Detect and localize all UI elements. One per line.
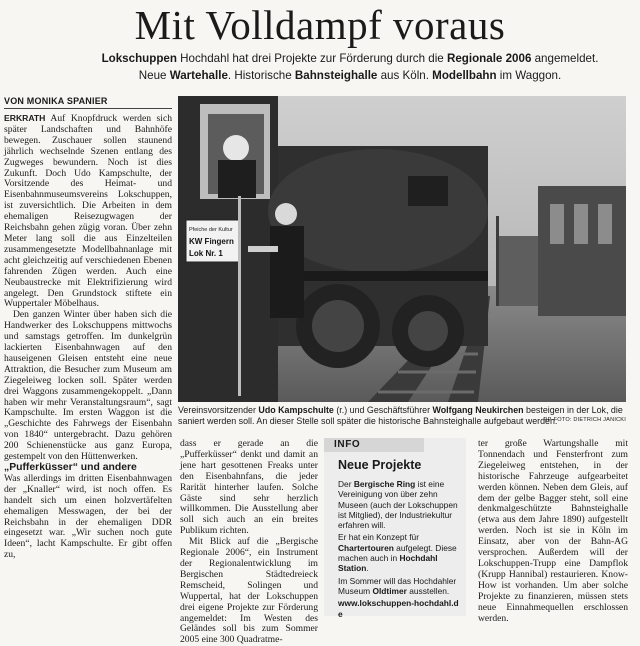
column-3: [478, 439, 628, 624]
paragraph-6: ter große Wartungshalle mit Tonnendach und Fensterfront zum Ziegeleiweg entstehen, in der historische Fahrzeuge aufgearbeitet werden können. Neben dem Gleis, auf dem der gelbe Bagger steht, soll eine denkmalgeschützte Bahnsteighalle (etwa aus dem Jahre 1890) aufgestellt werden. Noch ist sie in Köln im Einsatz, aber von der Bahn-AG versprochen. Außerdem will der Lokschuppen-Trupp eine Dampflok (Krupp Hannibal) restaurieren. Know-How ist vorhanden. Um aber solche Projekte zu finanzieren, müssen stets neue Einnahmequellen erschlossen werden.: [478, 438, 628, 624]
info-paragraph-1: Der Bergische Ring ist eine Vereinigung von über zehn Museen (auch der Lokschuppen ist Mitglied), der Industriekultur erfahren will.: [338, 479, 458, 531]
info-url[interactable]: www.lokschuppen-hochdahl.de: [338, 598, 459, 619]
paragraph-2: Den ganzen Winter über haben sich die Handwerker des Lokschuppens mittwochs und samstags getroffen. Im dunkelgrün lackierten Eisenbahnwagen auf den hauseigenen Gleisen entsteht eine neue Attraktion, die Besucher zum Museum am Ziegeleiweg locken soll. Später werden drei Waggons zusammengekoppelt. „Dann haben wir mehr Veranstaltungsraum“, sagt Kampschulte. Im ersten Waggon ist die „Geschichte des Fahrwegs der Eisenbahn von 1840“ untergebracht. Dazu gehören 200 Schienenstücke aus ganz Europa, gestempelt von den Hüttenwerken.: [4, 309, 172, 463]
paragraph-1: ERKRATH Auf Knopfdruck werden sich später Landschaften und Bahnhöfe bewegen. Zuschauer sollen staunend jährlich wechselnde Szenen entlang des Zugweges bewundern. Noch ist dies Zukunft. Doch Udo Kampschulte, der Vorsitzende des Heimat- und Eisenbahnmuseumsvereins Lokschuppen, ist zuversichtlich. Die Arbeiten in dem ehemaligen Reisezugwagen der Reichsbahn gehen zügig voran. Über zehn Meter lang soll die aus Einzelteilen zusammengesetzte Modellbahnanlage mit acht gleichzeitig auf verschiedenen Ebenen fahrenden Zügen werden. Auch eine Neubaustrecke mit Elektrifizierung wird angelegt. Den Grundstock stiftete ein Wuppertaler Möbelhaus.: [4, 113, 172, 310]
deck-line-2: Neue Wartehalle. Historische Bahnsteighalle aus Köln. Modellbahn im Waggon.: [138, 69, 562, 82]
info-body: [338, 479, 462, 621]
article-photo: [178, 96, 626, 402]
info-tab: INFO: [324, 438, 424, 452]
article-headline: Mit Volldampf voraus: [134, 2, 506, 48]
info-title: Neue Projekte: [338, 458, 422, 472]
info-paragraph-2: Er hat ein Konzept für Chartertouren aufgelegt. Diese machen auch in Hochdahl Station.: [338, 532, 457, 574]
article-deck: [90, 50, 610, 84]
info-paragraph-3: Im Sommer will das Hochdahler Museum Oldtimer ausstellen.: [338, 575, 457, 596]
info-box: [324, 438, 466, 619]
sign-text-2: KW Fingern: [189, 237, 234, 246]
photo-credit: RP-FOTO: DIETRICH JANICKI: [543, 417, 626, 423]
dateline: ERKRATH: [4, 113, 46, 123]
sign-text-1: Pfeiche der Kultur: [189, 227, 233, 233]
paragraph-4: dass er gerade an die „Pufferküsser“ denkt und damit an jene hart gesottenen Freaks unter den Eisenbahnfans, die jeder Rarität hinterher laufen. Solche Gäste sind sehr herzlich willkommen. Die Ausstellung aber soll sich auch an ein breites Publikum richten.: [180, 438, 318, 537]
byline-rule: [4, 108, 172, 109]
byline: VON MONIKA SPANIER: [4, 96, 108, 106]
paragraph-5: Mit Blick auf die „Bergische Regionale 2006“, ein Instrument der Regionalentwicklung im Bergischen Städtedreieck Remscheid, Solingen und Wuppertal, hat der Lokschuppen drei eigene Projekte zur Förderung angemeldet: Im Westen des Geländes soll bis zum Sommer 2005 eine 300 Quadratme-: [180, 536, 318, 646]
locomotive-photo: [178, 96, 626, 402]
paragraph-3: Was allerdings im dritten Eisenbahnwagen der „Knaller“ wird, ist noch offen. Es handelt sich um einen holzvertäfelten ehemaligen Messwagen, der bei der Reichsbahn in der ehemaligen DDR eingesetzt war. „Wir suchen noch gute Ideen“, lacht Kampschulte. Er gibt offen zu,: [4, 472, 172, 561]
sign-text-3: Lok Nr. 1: [189, 249, 223, 258]
column-1: [4, 113, 172, 561]
photo-caption: Vereinsvorsitzender Udo Kampschulte (r.) und Geschäftsführer Wolfgang Neukirchen besteigen in der Lok, die saniert werden soll. An dieser Stelle soll später die historische Bahnsteighalle aufgebaut werden.: [178, 405, 623, 426]
deck-line-1: Lokschuppen Hochdahl hat drei Projekte zur Förderung durch die Regionale 2006 angemeldet.: [101, 52, 599, 65]
column-2: [180, 439, 318, 646]
subhead: „Pufferküsser“ und andere: [4, 462, 137, 473]
